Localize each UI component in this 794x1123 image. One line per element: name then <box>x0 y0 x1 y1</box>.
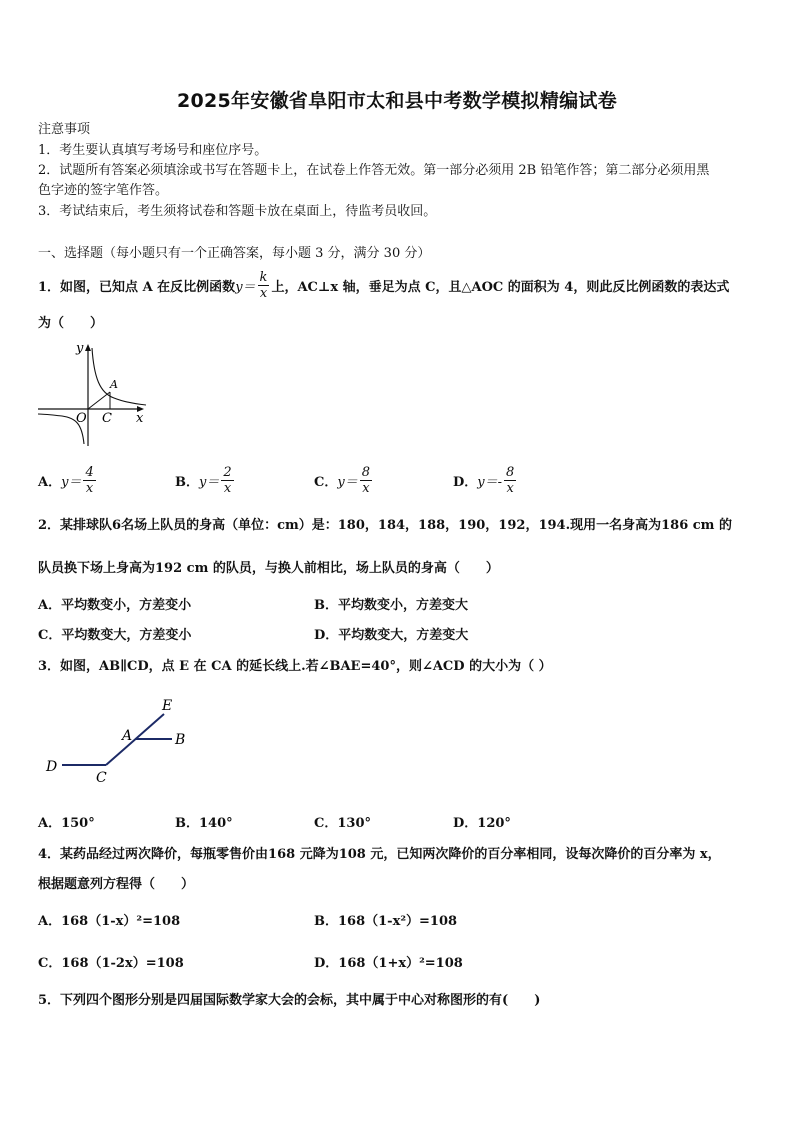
q2-option-a[interactable]: A．平均数变小，方差变小 <box>38 598 192 613</box>
q1-function-lhs: y＝ <box>235 280 256 295</box>
q1-option-b-letter: B． <box>175 475 199 490</box>
q3-label-e: E <box>162 698 173 714</box>
q1-option-b-fraction <box>221 465 233 496</box>
q1-label-o: O <box>76 411 87 426</box>
q1-function-denominator: x <box>259 286 268 301</box>
q1-option-d-fraction <box>504 465 516 496</box>
q1-option-c-fraction <box>360 465 372 496</box>
question-4-stem: 4．某药品经过两次降价，每瓶零售价由168 元降为108 元，已知两次降价的百分率相同，设每次降价的百分率为 x， <box>38 847 721 862</box>
q1-option-c-numerator: 8 <box>361 465 370 480</box>
q1-label-y: y <box>76 341 84 356</box>
q1-option-c-denominator: x <box>362 481 370 496</box>
q1-option-c-letter: C． <box>314 475 338 490</box>
q1-option-a-denominator: x <box>85 481 94 496</box>
q4-option-d[interactable]: D．168（1+x）²=108 <box>314 956 463 971</box>
section-heading: 一、选择题（每小题只有一个正确答案，每小题 3 分，满分 30 分） <box>38 246 431 261</box>
q4-option-c[interactable]: C．168（1-2x）=108 <box>38 956 184 971</box>
question-1-stem <box>38 270 729 301</box>
q1-option-d-lhs: y＝- <box>477 475 503 490</box>
q4-option-b[interactable]: B．168（1-x²）=108 <box>314 914 458 929</box>
q2-option-c[interactable]: C．平均数变大，方差变小 <box>38 628 192 643</box>
question-4-stem-cont: 根据题意列方程得（ ） <box>38 877 195 892</box>
q3-parallel-lines-figure <box>40 694 210 789</box>
q1-option-d[interactable] <box>453 465 518 496</box>
q1-y-axis-arrow <box>85 344 91 351</box>
q1-hyperbola-figure <box>36 338 156 448</box>
q1-option-a[interactable] <box>38 465 98 496</box>
question-2-stem: 2．某排球队6名场上队员的身高（单位：cm）是：180，184，188，190，192，194.现用一名身高为186 cm 的 <box>38 518 732 533</box>
question-3-stem: 3．如图，AB∥CD，点 E 在 CA 的延长线上.若∠BAE=40°，则∠ACD 的大小为（ ） <box>38 659 552 674</box>
q1-stem-start: 1．如图，已知点 A 在反比例函数 <box>38 280 236 295</box>
q1-stem-end: 为（ ） <box>38 316 104 331</box>
q4-option-a[interactable]: A．168（1-x）²=108 <box>38 914 181 929</box>
q1-option-b[interactable] <box>175 465 236 496</box>
q3-option-a[interactable]: A．150° <box>38 816 95 831</box>
q3-option-b[interactable]: B．140° <box>175 816 233 831</box>
q1-function-numerator: k <box>259 270 268 285</box>
q1-option-b-lhs: y＝ <box>199 475 220 490</box>
notice-heading: 注意事项 <box>38 122 91 137</box>
q1-stem-middle: 上，AC⊥x 轴，垂足为点 C，且△AOC 的面积为 4，则此反比例函数的表达式 <box>271 280 730 295</box>
q1-label-c: C <box>102 411 112 426</box>
q1-label-a: A <box>110 378 118 391</box>
notice-item-2-cont: 色字迹的签字笔作答。 <box>38 183 169 198</box>
q1-option-c-lhs: y＝ <box>337 475 358 490</box>
q2-option-b[interactable]: B．平均数变小，方差变大 <box>314 598 468 613</box>
q3-label-a: A <box>122 728 133 744</box>
q1-option-d-letter: D． <box>453 475 478 490</box>
notice-item-3: 3．考试结束后，考生须将试卷和答题卡放在桌面上，待监考员收回。 <box>38 204 437 219</box>
q1-option-c[interactable] <box>314 465 374 496</box>
question-5-stem: 5．下列四个图形分别是四届国际数学家大会的会标，其中属于中心对称图形的有( ) <box>38 993 541 1008</box>
q1-hyperbola-branch-1 <box>92 348 146 405</box>
q3-label-b: B <box>175 732 186 748</box>
q3-label-d: D <box>46 759 58 775</box>
notice-item-2: 2．试题所有答案必须填涂或书写在答题卡上，在试卷上作答无效。第一部分必须用 2B 铅笔作答；第二部分必须用黑 <box>38 163 710 178</box>
page-title: 2025年安徽省阜阳市太和县中考数学模拟精编试卷 <box>176 90 618 112</box>
q2-option-d[interactable]: D．平均数变大，方差变大 <box>314 628 469 643</box>
notice-item-1: 1．考生要认真填写考场号和座位序号。 <box>38 143 268 158</box>
q1-option-b-denominator: x <box>223 481 232 496</box>
q3-option-d[interactable]: D．120° <box>453 816 511 831</box>
q1-option-d-numerator: 8 <box>506 465 515 480</box>
q3-label-c: C <box>96 770 107 786</box>
q1-option-d-denominator: x <box>506 481 514 496</box>
q1-function-fraction <box>258 270 270 301</box>
q3-option-c[interactable]: C．130° <box>314 816 371 831</box>
q1-option-a-letter: A． <box>38 475 62 490</box>
question-2-stem-cont: 队员换下场上身高为192 cm 的队员，与换人前相比，场上队员的身高（ ） <box>38 561 499 576</box>
q1-segment-oa <box>88 392 110 409</box>
q1-option-b-numerator: 2 <box>223 465 232 480</box>
q1-option-a-numerator: 4 <box>85 465 94 480</box>
q1-label-x: x <box>136 411 144 426</box>
q1-option-a-fraction <box>83 465 95 496</box>
q1-option-a-lhs: y＝ <box>61 475 82 490</box>
